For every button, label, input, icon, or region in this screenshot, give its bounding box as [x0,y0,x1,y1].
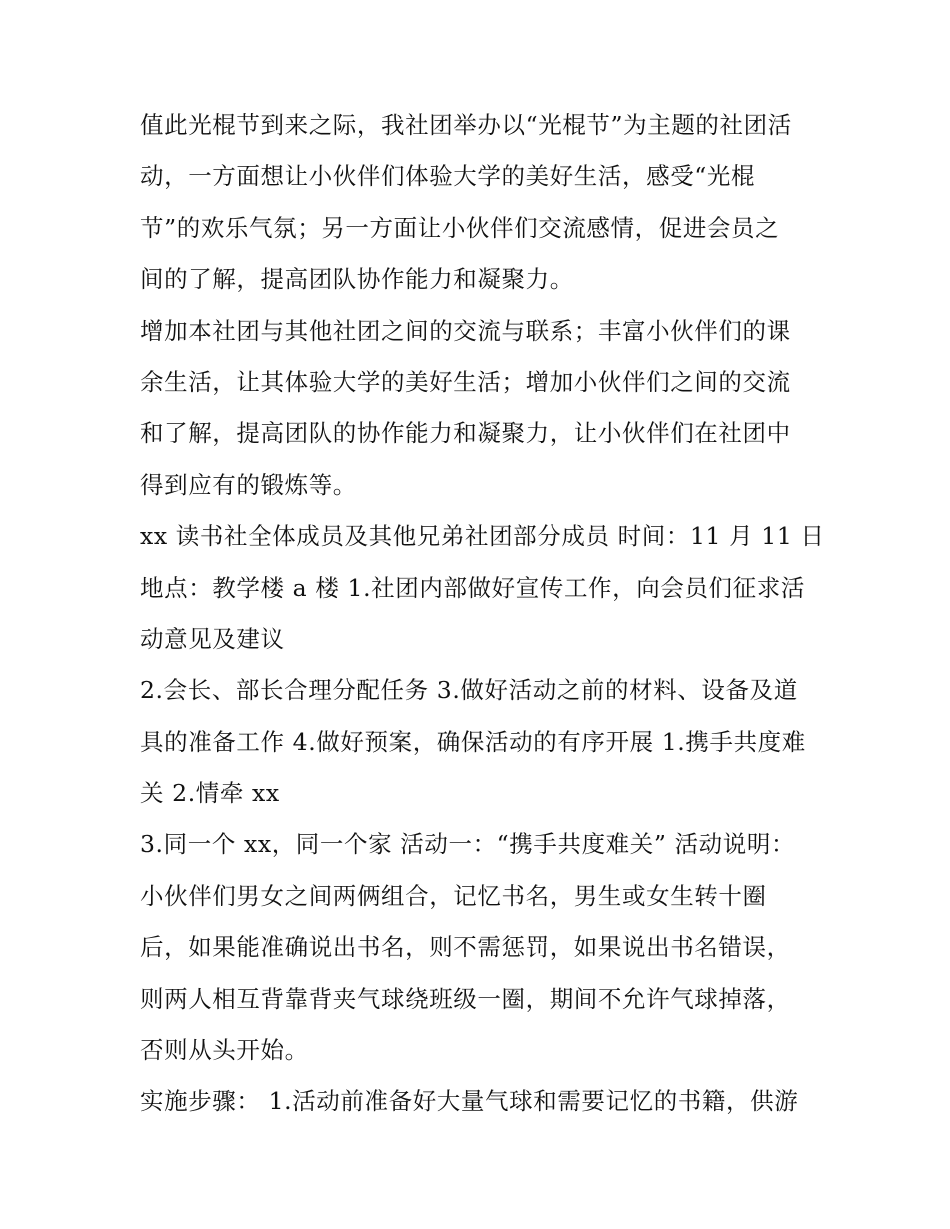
paragraph-steps [140,1076,820,1127]
text-line: 关 2.情牵 xx [140,779,280,808]
text-line: 具的准备工作 4.做好预案，确保活动的有序开展 1.携手共度难 [140,727,806,756]
text-line: 则两人相互背靠背夹气球绕班级一圈，期间不允许气球掉落， [140,984,791,1013]
text-line: 余生活，让其体验大学的美好生活；增加小伙伴们之间的交流 [140,367,791,396]
text-line: 地点：教学楼 a 楼 1.社团内部做好宣传工作，向会员们征求活 [140,573,805,602]
text-line: 动意见及建议 [140,624,285,653]
text-line: 得到应有的锻炼等。 [140,470,357,499]
text-line: 节”的欢乐气氛；另一方面让小伙伴们交流感情，促进会员之 [140,213,780,242]
paragraph-purpose [140,306,820,512]
text-line: 3.同一个 xx，同一个家 活动一：“携手共度难关” 活动说明： [140,830,796,859]
text-line: 实施步骤： 1.活动前准备好大量气球和需要记忆的书籍，供游 [140,1087,799,1116]
text-line: 值此光棍节到来之际，我社团举办以“光棍节”为主题的社团活 [140,111,792,139]
text-line: 小伙伴们男女之间两俩组合，记忆书名，男生或女生转十圈 [140,881,767,910]
text-line: 否则从头开始。 [140,1036,309,1065]
text-line: 增加本社团与其他社团之间的交流与联系；丰富小伙伴们的课 [140,316,791,345]
text-line: xx 读书社全体成员及其他兄弟社团部分成员 时间：11 月 11 日 [140,522,825,551]
text-line: 和了解，提高团队的协作能力和凝聚力，让小伙伴们在社团中 [140,419,791,448]
document-body [140,100,825,1128]
paragraph-intro [140,100,820,306]
paragraph-preparation [140,665,820,819]
text-line: 2.会长、部长合理分配任务 3.做好活动之前的材料、设备及道 [140,676,798,705]
text-line: 后，如果能准确说出书名，则不需惩罚，如果说出书名错误， [140,933,791,962]
paragraph-activity-one [140,819,820,1076]
paragraph-participants [140,511,825,665]
text-line: 间的了解，提高团队协作能力和凝聚力。 [140,265,574,294]
text-line: 动，一方面想让小伙伴们体验大学的美好生活，感受“光棍 [140,162,756,191]
